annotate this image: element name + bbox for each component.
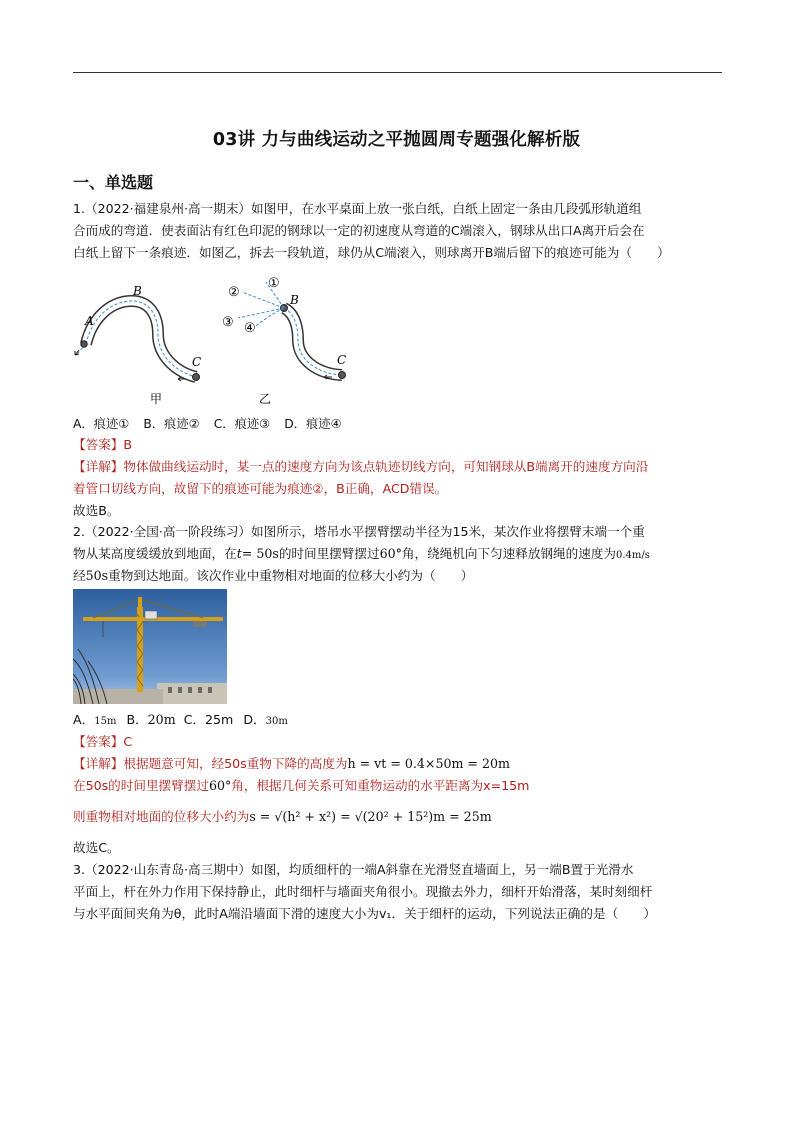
detail-text: 在50s的时间里摆臂摆过 — [73, 778, 209, 793]
q1-option-d: D．痕迹④ — [284, 417, 342, 431]
q2-height-equation: h = vt = 0.4×50m = 20m — [347, 756, 510, 771]
q2-option-d-value: 30m — [265, 716, 288, 727]
q2-text: 重物到达地面。该次作业中重物相对地面的位移大小约为（ ） — [108, 568, 474, 583]
answer-label: 【答案】 — [73, 437, 124, 452]
caption-jia: 甲 — [150, 392, 163, 406]
q1-conclusion: 故选B。 — [73, 503, 120, 518]
detail-label: 【详解】 — [73, 756, 124, 771]
answer-label: 【答案】 — [73, 734, 124, 749]
q2-line3 — [73, 565, 723, 587]
q2-t-var: t — [236, 546, 242, 561]
q2-text: 经 — [73, 568, 86, 583]
trace-4-label: ④ — [244, 321, 256, 336]
q2-angle: 60° — [379, 546, 402, 561]
q2-options — [73, 709, 723, 733]
q2-option-d-letter: D． — [243, 712, 266, 727]
q1-options — [73, 413, 723, 435]
trace-1-label: ① — [268, 276, 280, 291]
q2-displacement-result: = √(20² + 15²)m = 25m — [340, 809, 492, 824]
answer-value: B — [123, 437, 133, 452]
caption-yi: 乙 — [259, 392, 272, 406]
q1-option-c: C．痕迹③ — [213, 417, 271, 431]
detail-text: 角，根据几何关系可知重物运动的水平距离为x=15m — [231, 778, 530, 793]
q3-line3: 与水平面间夹角为θ，此时A端沿墙面下滑的速度大小为v₁．关于细杆的运动，下列说法正确的是（ ） — [73, 906, 656, 921]
ball-c2-icon — [339, 372, 346, 379]
q2-detail-angle: 60° — [208, 778, 232, 793]
trace-3-label: ③ — [222, 315, 234, 330]
q2-detail-line3 — [73, 806, 723, 828]
ball-a-icon — [81, 341, 87, 347]
q2-line2 — [73, 543, 723, 567]
q2-option-b-letter: B． — [126, 712, 148, 727]
q2-option-a-letter: A． — [73, 712, 95, 727]
q2-option-b-value: 20m — [147, 712, 176, 727]
q1-detail-line1 — [73, 456, 723, 478]
q2-detail-line2 — [73, 775, 723, 797]
q1-line1: 1.（2022·福建泉州·高一期末）如图甲，在水平桌面上放一张白纸，白纸上固定一条由几段弧形轨道组 — [73, 201, 642, 216]
detail-text: 根据题意可知，经50s重物下降的高度为 — [123, 756, 348, 771]
q2-time: 50s — [85, 568, 109, 583]
label-c2: C — [337, 353, 347, 367]
q2-text: 物从某高度缓缓放到地面，在 — [73, 546, 237, 561]
q1-line2: 合而成的弯道．使表面沾有红色印泥的钢球以一定的初速度从弯道的C端滚入，钢球从出口A离开后会在 — [73, 223, 645, 238]
q2-displacement-eq: s = √(h² + x²) — [249, 809, 337, 824]
q2-option-a-value: 15m — [94, 716, 117, 727]
q3-line1: 3.（2022·山东青岛·高三期中）如图，均质细杆的一端A斜靠在光滑竖直墙面上，另一端B置于光滑水 — [73, 862, 634, 877]
label-b: B — [133, 284, 142, 298]
q2-text: 的时间里摆臂摆过 — [278, 546, 380, 561]
label-b2: B — [290, 293, 299, 307]
q2-option-c-letter: C． — [183, 712, 206, 727]
q2-answer — [73, 731, 723, 753]
trace-2-label: ② — [228, 285, 240, 300]
label-a: A — [85, 314, 94, 328]
header-rule — [73, 72, 722, 73]
q2-conclusion: 故选C。 — [73, 840, 120, 855]
q2-line1: 2.（2022·全国·高一阶段练习）如图所示，塔吊水平摆臂摆动半径为15米，某次作业将摆臂末端一个重 — [73, 524, 645, 539]
section-heading: 一、单选题 — [73, 173, 154, 192]
figure-jia — [70, 282, 220, 408]
tower-crane-photo — [73, 589, 227, 704]
q1-option-a: A．痕迹① — [73, 417, 130, 431]
q2-speed: 0.4m/s — [616, 550, 650, 561]
q1-answer — [73, 434, 723, 456]
q2-text: 角，绕绳机向下匀速释放钢绳的速度为 — [401, 546, 616, 561]
detail-label: 【详解】 — [73, 459, 124, 474]
q1-option-b: B．痕迹② — [143, 417, 200, 431]
page-title: 03讲 力与曲线运动之平抛圆周专题强化解析版 — [212, 130, 581, 150]
ball-c-icon — [193, 374, 200, 381]
detail-text: 则重物相对地面的位移大小约为 — [73, 809, 250, 824]
label-c: C — [192, 355, 202, 369]
q2-option-c-value: 25m — [205, 712, 234, 727]
q3-line2: 平面上，杆在外力作用下保持静止，此时细杆与墙面夹角很小。现撤去外力，细杆开始滑落，某时刻细杆 — [73, 884, 653, 899]
q1-detail-line2: 着管口切线方向，故留下的痕迹可能为痕迹②，B正确，ACD错误。 — [73, 481, 448, 496]
detail-text: 物体做曲线运动时，某一点的速度方向为该点轨迹切线方向，可知钢球从B端离开的速度方向沿 — [123, 459, 649, 474]
answer-value: C — [123, 734, 133, 749]
q2-t-val: = 50s — [241, 546, 279, 561]
q1-line3: 白纸上留下一条痕迹．如图乙，拆去一段轨道，球仍从C端滚入，则球离开B端后留下的痕迹可能为（ ） — [73, 245, 670, 260]
figure-yi — [218, 270, 358, 408]
q2-detail-line1 — [73, 753, 723, 775]
